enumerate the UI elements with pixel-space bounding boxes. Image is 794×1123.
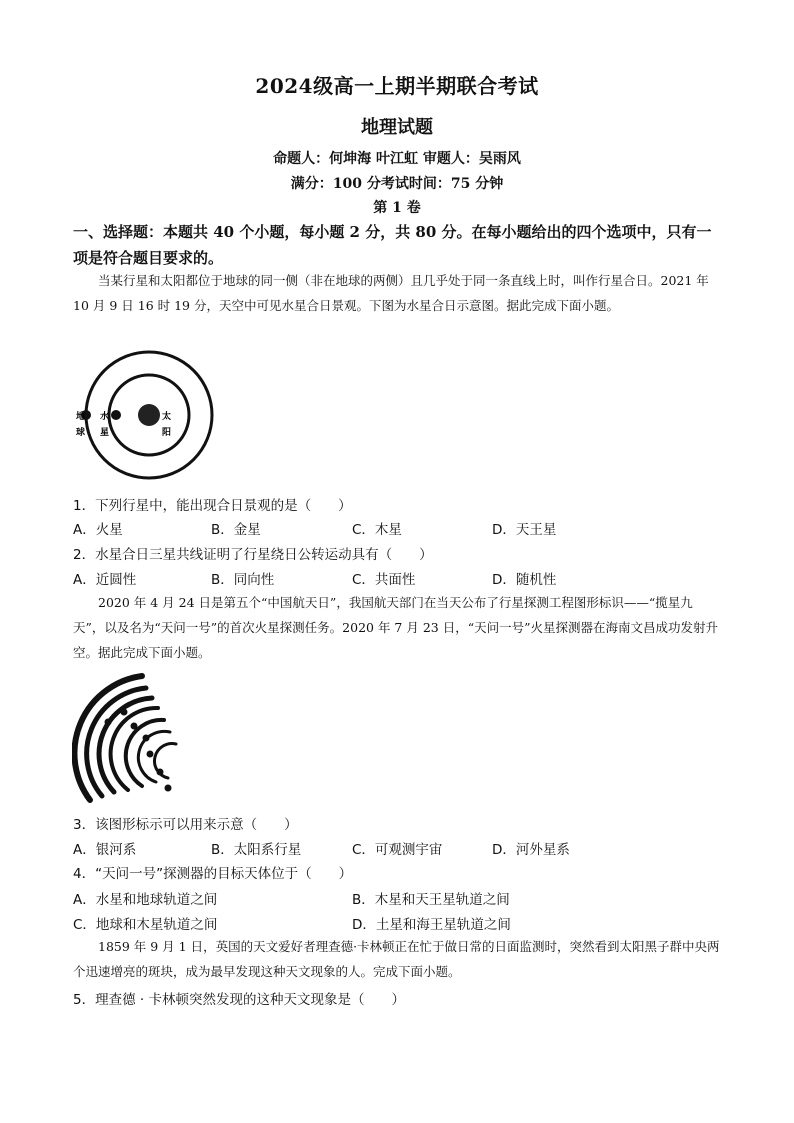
q4-option-d[interactable]: D．土星和海王星轨道之间	[352, 917, 511, 933]
question-2-stem: 2．水星合日三星共线证明了行星绕日公转运动具有（ ）	[73, 547, 433, 563]
earth-label-top: 地	[76, 412, 86, 422]
tianwen-logo-figure	[72, 668, 187, 806]
q4-option-c[interactable]: C．地球和木星轨道之间	[73, 917, 218, 933]
earth-label-bottom: 球	[76, 428, 86, 438]
q1-option-d[interactable]: D．天王星	[492, 522, 557, 538]
section-heading: 一、选择题：本题共 40 个小题，每小题 2 分，共 80 分。在每小题给出的四个选项中，只有一项是符合题目要求的。	[73, 223, 712, 267]
q3-option-c[interactable]: C．可观测宇宙	[352, 842, 443, 858]
exam-title: 2024级高一上期半期联合考试	[255, 74, 539, 98]
question-1-stem: 1．下列行星中，能出现合日景观的是（ ）	[73, 498, 352, 514]
mercury-label-bottom: 星	[100, 428, 110, 438]
volume-label: 第 1 卷	[373, 200, 421, 216]
planet-dot-7	[165, 785, 172, 792]
planet-dot-6	[157, 769, 164, 776]
score-time-line: 满分：100 分考试时间：75 分钟	[290, 176, 504, 192]
question-3-stem: 3．该图形标示可以用来示意（ ）	[73, 817, 298, 833]
passage-3: 1859 年 9 月 1 日，英国的天文爱好者理查德·卡林顿正在忙于做日常的日面监测时，突然看到太阳黑子群中央两个迅速增亮的斑块，成为最早发现这种天文现象的人。完成下面小题。	[73, 939, 720, 979]
planet-dot-3	[131, 723, 138, 730]
q3-option-a[interactable]: A．银河系	[73, 842, 137, 858]
subject-title: 地理试题	[361, 117, 433, 138]
q2-option-a[interactable]: A．近圆性	[73, 572, 137, 588]
q4-option-a[interactable]: A．水星和地球轨道之间	[73, 892, 218, 908]
planet-dot-2	[121, 709, 128, 716]
passage-2: 2020 年 4 月 24 日是第五个“中国航天日”，我国航天部门在当天公布了行星探测工程图形标识——“揽星九天”，以及名为“天问一号”的首次火星探测任务。2020 年 7 月 23 日，“天问一号”火星探测器在海南文昌成功发射升空。据此完成下面小题。	[73, 595, 718, 660]
mercury-label-top: 水	[100, 412, 110, 422]
q1-option-a[interactable]: A．火星	[73, 522, 123, 538]
sun-label-top: 太	[162, 412, 172, 422]
q2-option-d[interactable]: D．随机性	[492, 572, 557, 588]
sun-dot	[138, 404, 160, 426]
planet-dot-4	[143, 735, 150, 742]
q3-option-b[interactable]: B．太阳系行星	[211, 842, 302, 858]
passage-1: 当某行星和太阳都位于地球的同一侧（非在地球的两侧）且几乎处于同一条直线上时，叫作行星合日。2021 年 10 月 9 日 16 时 19 分，天空中可见水星合日景观。下图为水星合日示意图。据此完成下面小题。	[73, 273, 709, 313]
q4-option-b[interactable]: B．木星和天王星轨道之间	[352, 892, 510, 908]
q3-option-d[interactable]: D．河外星系	[492, 842, 570, 858]
question-4-stem: 4．“天问一号”探测器的目标天体位于（ ）	[73, 866, 353, 882]
mercury-dot	[111, 410, 121, 420]
planet-dot-5	[147, 751, 154, 758]
planet-dot-1	[105, 719, 112, 726]
authors-line: 命题人：何坤海 叶江虹 审题人：吴雨风	[273, 151, 521, 167]
q2-option-c[interactable]: C．共面性	[352, 572, 416, 588]
q1-option-c[interactable]: C．木星	[352, 522, 402, 538]
q1-option-b[interactable]: B．金星	[211, 522, 261, 538]
sun-label-bottom: 阳	[162, 428, 172, 438]
question-5-stem: 5．理查德 · 卡林顿突然发现的这种天文现象是（ ）	[73, 992, 405, 1008]
q2-option-b[interactable]: B．同向性	[211, 572, 275, 588]
mercury-conjunction-figure	[72, 345, 217, 480]
